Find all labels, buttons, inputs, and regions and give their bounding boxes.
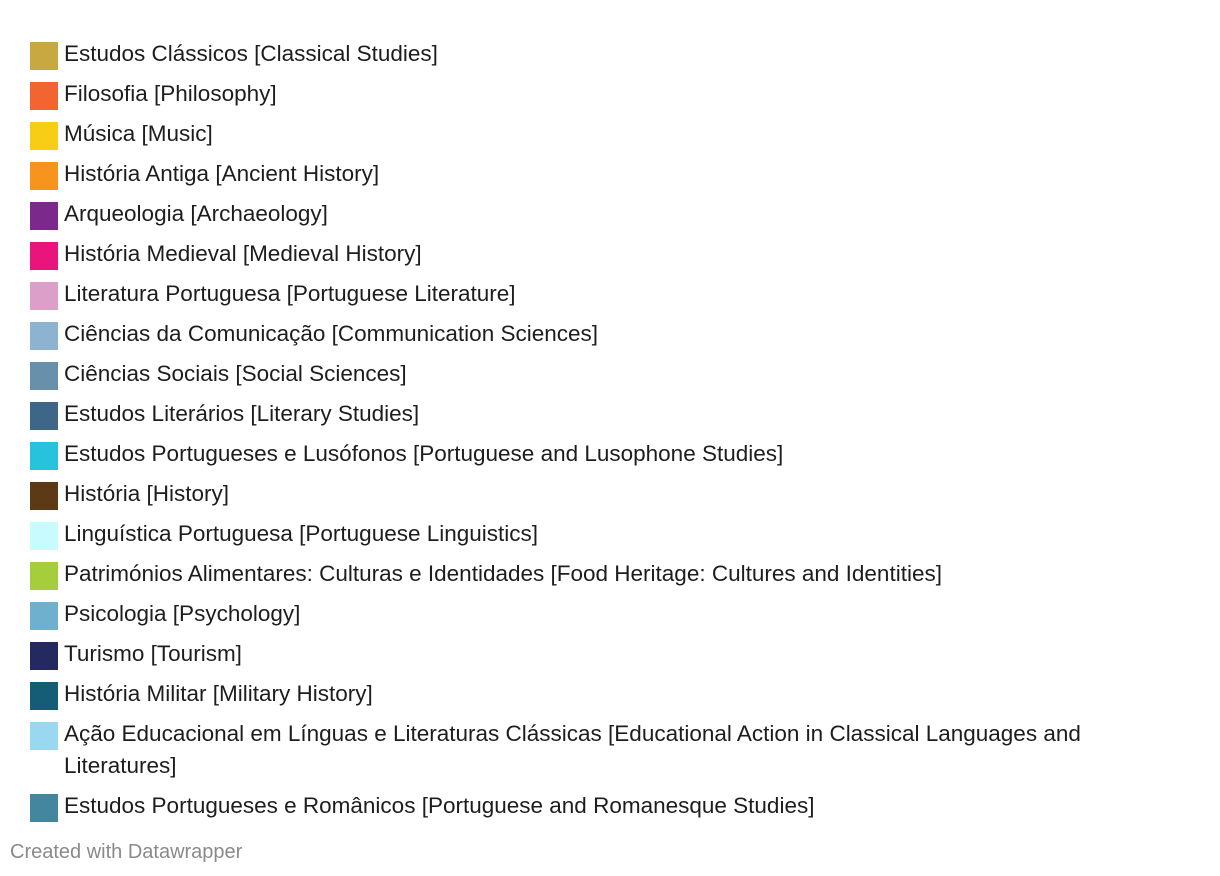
legend-item [30,158,1190,190]
legend-swatch [30,322,58,350]
legend-label: Turismo [Tourism] [64,641,242,666]
legend-label: Estudos Portugueses e Lusófonos [Portuguese and Lusophone Studies] [64,441,784,466]
legend-swatch [30,522,58,550]
legend-item [30,278,1190,310]
legend-swatch [30,202,58,230]
legend-item [30,638,1190,670]
legend-swatch [30,402,58,430]
legend-label: Ciências Sociais [Social Sciences] [64,361,407,386]
legend-label: Arqueologia [Archaeology] [64,201,328,226]
legend-item [30,398,1190,430]
legend-label: História Militar [Military History] [64,681,373,706]
legend-swatch [30,282,58,310]
legend-item [30,718,1190,782]
legend-swatch [30,82,58,110]
legend-label: Patrimónios Alimentares: Culturas e Identidades [Food Heritage: Cultures and Identities] [64,561,942,586]
legend-item [30,38,1190,70]
legend-swatch [30,642,58,670]
legend-item [30,78,1190,110]
legend-swatch [30,162,58,190]
legend-swatch [30,562,58,590]
legend-label: Linguística Portuguesa [Portuguese Linguistics] [64,521,539,546]
chart-legend [30,38,1190,830]
legend-label: História [History] [64,481,230,506]
legend-item [30,238,1190,270]
legend-swatch [30,42,58,70]
legend-label: Estudos Portugueses e Românicos [Portuguese and Romanesque Studies] [64,793,815,818]
legend-label: História Antiga [Ancient History] [64,161,380,186]
legend-item [30,198,1190,230]
legend-label: História Medieval [Medieval History] [64,241,422,266]
legend-swatch [30,242,58,270]
legend-label: Ciências da Comunicação [Communication Sciences] [64,321,599,346]
legend-swatch [30,794,58,822]
legend-swatch [30,602,58,630]
legend-label: Filosofia [Philosophy] [64,81,277,106]
legend-item [30,558,1190,590]
legend-swatch [30,682,58,710]
legend-swatch [30,722,58,750]
legend-label: Música [Music] [64,121,213,146]
legend-label: Psicologia [Psychology] [64,601,301,626]
legend-item [30,438,1190,470]
legend-item [30,790,1190,822]
legend-swatch [30,122,58,150]
legend-item [30,118,1190,150]
legend-label: Estudos Clássicos [Classical Studies] [64,41,438,66]
legend-item [30,358,1190,390]
legend-label: Literatura Portuguesa [Portuguese Literature] [64,281,516,306]
legend-label: Estudos Literários [Literary Studies] [64,401,420,426]
legend-item [30,518,1190,550]
legend-swatch [30,362,58,390]
legend-item [30,318,1190,350]
legend-item [30,478,1190,510]
legend-label: Ação Educacional em Línguas e Literaturas Clássicas [Educational Action in Classical Languages and Literatures] [64,721,1081,778]
legend-item [30,678,1190,710]
legend-item [30,598,1190,630]
datawrapper-credit: Created with Datawrapper [10,841,243,863]
legend-swatch [30,442,58,470]
legend-swatch [30,482,58,510]
